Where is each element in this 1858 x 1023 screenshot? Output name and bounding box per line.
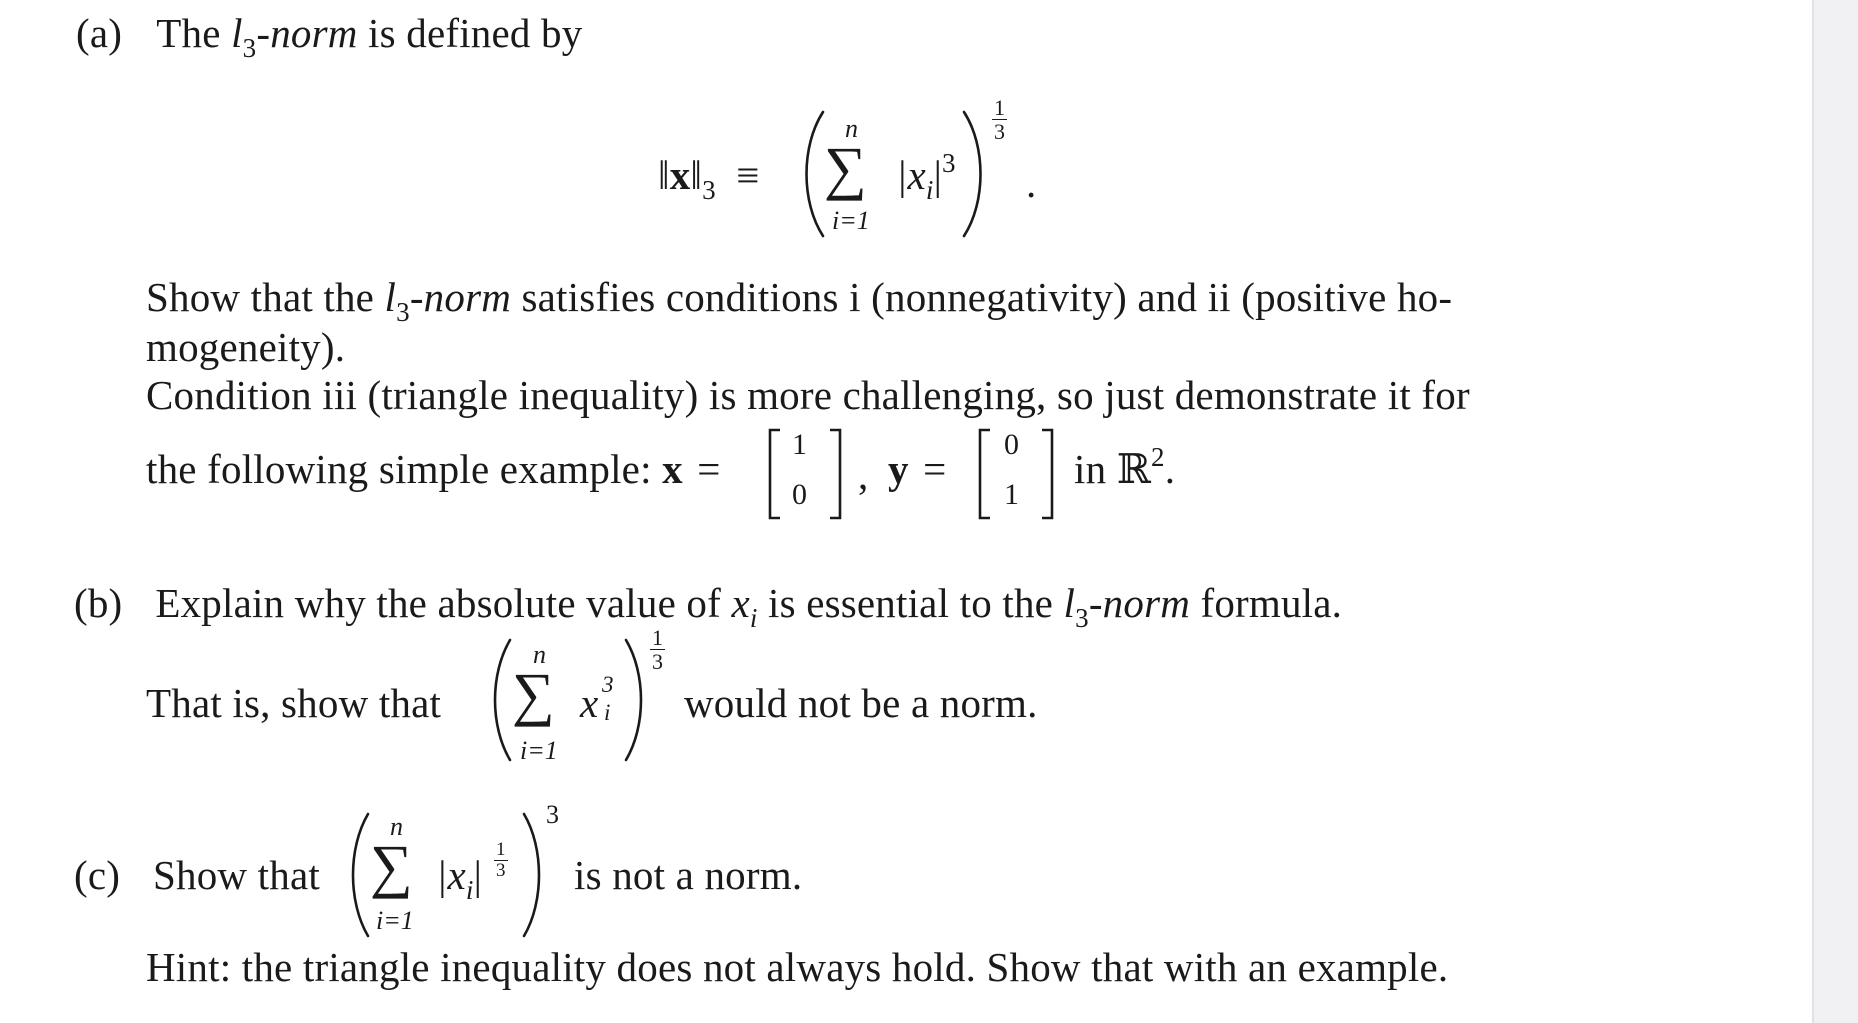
l-subscript-3: 3: [1075, 603, 1089, 633]
part-a-intro-end: is defined by: [357, 10, 583, 56]
sum-lower-a: i=1: [832, 206, 870, 235]
exp-den-b: 3: [652, 649, 663, 675]
norm-vector-x: x: [669, 152, 691, 198]
part-c-label: (c): [74, 852, 121, 898]
term-abs-close-c: |: [473, 852, 482, 898]
x-vector-bracket-right: [828, 428, 844, 520]
sum-term-a: [896, 148, 956, 205]
right-paren-c: [518, 810, 548, 940]
l-subscript: 3: [242, 33, 257, 63]
x-vector-top: 1: [792, 428, 807, 461]
x-vector-bracket-left: [766, 428, 782, 520]
norm-word-3: -norm: [1088, 580, 1191, 626]
norm-definition-lhs: [658, 152, 760, 205]
sum-upper-a: n: [845, 114, 858, 143]
part-b-var-x: x: [731, 580, 750, 626]
real-power: 2: [1151, 442, 1165, 472]
sum-lower-b: i=1: [520, 736, 558, 765]
outer-power-c: 3: [546, 800, 559, 829]
part-b-line1-end: formula.: [1190, 580, 1343, 626]
y-vector-bottom: 1: [1004, 478, 1019, 511]
norm-bars-close: ‖: [690, 152, 703, 198]
example-y-var: y: [888, 446, 909, 492]
right-paren-b: [620, 636, 650, 764]
show-line-1: [146, 274, 1453, 327]
sum-symbol-c: ∑: [370, 833, 413, 899]
y-vector-bracket-left: [976, 428, 992, 520]
term-abs-close: |: [933, 152, 942, 198]
right-paren-a: [958, 108, 990, 240]
formula-period-a: .: [1026, 160, 1037, 206]
part-b-var-sub: i: [749, 603, 758, 633]
part-c-heading: [74, 852, 320, 899]
term-power-3: 3: [942, 148, 956, 178]
in-text: in: [1074, 446, 1117, 492]
term-abs-x: |x: [896, 152, 926, 198]
term-x-b: x: [580, 680, 599, 726]
example-end-period: .: [1164, 446, 1176, 492]
y-vector-bracket-right: [1040, 428, 1056, 520]
part-a-label: (a): [76, 10, 123, 56]
part-b-line1-start: Explain why the absolute value of: [155, 580, 732, 626]
part-a-heading: [76, 10, 583, 63]
sum-symbol-b: ∑: [512, 661, 555, 727]
real-numbers-symbol: ℝ: [1116, 445, 1152, 493]
term-sub-b: i: [604, 700, 611, 725]
sum-upper-c: n: [390, 812, 403, 841]
sum-term-c: [436, 852, 482, 905]
example-comma: ,: [858, 452, 869, 498]
part-b-line1-mid: is essential to the: [757, 580, 1064, 626]
outer-exponent-a: [992, 96, 1007, 143]
exp-den-a: 3: [994, 119, 1005, 145]
l-symbol-2: l: [384, 274, 397, 320]
example-eq-1: =: [697, 446, 721, 492]
part-b-tail: would not be a norm.: [684, 680, 1038, 726]
x-vector-bottom: 0: [792, 478, 807, 511]
term-abs-x-c: |x: [436, 852, 466, 898]
example-intro: the following simple example:: [146, 446, 663, 492]
sum-upper-b: n: [533, 640, 546, 669]
norm-word-2: -norm: [409, 274, 512, 320]
example-line: [146, 446, 721, 493]
l-symbol: l: [231, 10, 243, 56]
inner-exp-num-c: 1: [496, 839, 506, 860]
term-power-b: 3: [602, 672, 614, 697]
sum-symbol-a: ∑: [824, 135, 867, 201]
term-sub-i: i: [925, 175, 934, 205]
show-line-1-end: satisfies conditions i (nonnegativity) and ii (positive ho-: [511, 274, 1453, 320]
scrollbar-track[interactable]: [1812, 0, 1858, 1023]
condition-iii-line: Condition iii (triangle inequality) is more challenging, so just demonstrate it for: [146, 372, 1470, 418]
inner-exponent-c: [494, 840, 508, 881]
l-subscript-2: 3: [396, 297, 410, 327]
l-symbol-3: l: [1063, 580, 1076, 626]
example-in-space: [1074, 442, 1176, 493]
show-line-2: mogeneity).: [146, 324, 346, 370]
sum-lower-c: i=1: [376, 906, 414, 935]
part-c-show-that: Show that: [153, 852, 320, 898]
sum-term-b: [580, 680, 598, 727]
norm-subscript: 3: [702, 175, 716, 205]
example-x-var: x: [662, 446, 683, 492]
part-b-heading: [74, 580, 1343, 633]
equiv-symbol: ≡: [736, 152, 760, 198]
y-vector-top: 0: [1004, 428, 1019, 461]
part-c-hint: Hint: the triangle inequality does not always hold. Show that with an example.: [146, 944, 1449, 990]
norm-word: -norm: [256, 10, 358, 56]
exp-num-b: 1: [652, 625, 663, 650]
term-sub-c: i: [465, 875, 474, 905]
example-y-part: [888, 446, 946, 493]
part-c-tail: is not a norm.: [574, 852, 803, 898]
part-b-that-is: That is, show that: [146, 680, 442, 726]
example-eq-2: =: [923, 446, 947, 492]
exp-num-a: 1: [994, 95, 1005, 120]
inner-exp-den-c: 3: [496, 859, 506, 881]
show-line-1-start: Show that the: [146, 274, 385, 320]
part-b-label: (b): [74, 580, 123, 626]
outer-exponent-b: [650, 626, 665, 673]
part-a-intro: The: [156, 10, 232, 56]
norm-bars-open: ‖: [658, 152, 670, 198]
